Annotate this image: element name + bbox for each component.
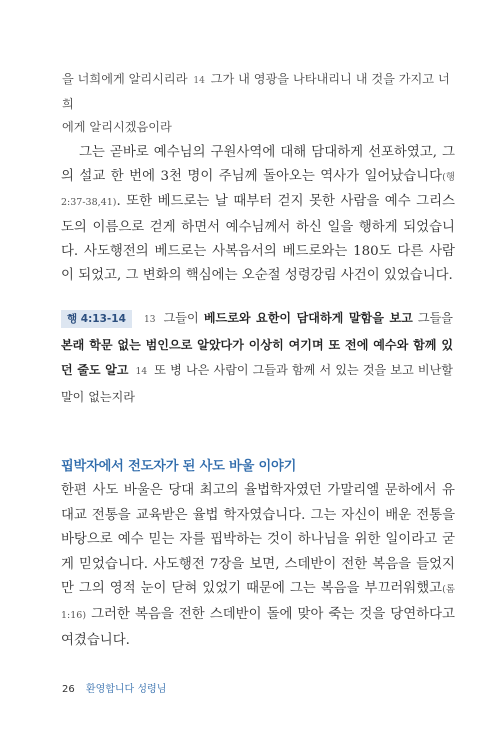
quote-text: 그들을 bbox=[417, 311, 453, 325]
section-heading: 핍박자에서 전도자가 된 사도 바울 이야기 bbox=[61, 459, 297, 474]
quote-emphasis: 본래 학문 없는 범인으로 알았다가 이상히 여기며 또 전에 예수와 함께 있던 줄도 알고 bbox=[61, 338, 453, 377]
page-number: 26 bbox=[62, 684, 75, 695]
paragraph bbox=[61, 479, 455, 653]
verse-number: 13 bbox=[144, 315, 156, 325]
verse-number: 14 bbox=[193, 76, 205, 86]
scripture-reference: (롬 1:16) bbox=[61, 584, 455, 621]
scripture-tag: 행 4:13-14 bbox=[61, 310, 132, 328]
page-footer bbox=[62, 680, 166, 695]
quote-text: 을 너희에게 알리시리라 bbox=[62, 72, 188, 86]
quote-emphasis: 베드로와 요한이 담대하게 말함을 보고 bbox=[203, 311, 413, 325]
quote-text: 그들이 bbox=[163, 311, 199, 325]
quote-text: 에게 알리시겠음이라 bbox=[62, 120, 172, 134]
paragraph-text: 그는 곧바로 예수님의 구원사역에 대해 담대하게 선포하였고, 그의 설교 한 번에 3천 명이 주님께 돌아오는 역사가 일어났습니다 bbox=[61, 145, 455, 185]
quote-text: 그가 내 영광을 나타내리니 내 것을 가지고 너희 bbox=[62, 72, 450, 111]
paragraph-text: 그러한 복음을 전한 스데반이 돌에 맞아 죽는 것을 당연하다고 여겼습니다. bbox=[61, 606, 455, 648]
scripture-reference: (행 2:37-38,41) bbox=[61, 172, 455, 209]
paragraph-text: . 또한 베드로는 날 때부터 걷지 못한 사람을 예수 그리스도의 이름으로 걷게 하면서 예수님께서 하신 일을 행하게 되었습니다. 사도행전의 베드로는 사복음서의 베드로와는 180도 다른 사람이 되었고, 그 변화의 핵심에는 오순절 성령강림 사건이 있었습니다. bbox=[61, 194, 455, 284]
paragraph bbox=[61, 141, 455, 288]
paragraph-text: 한편 사도 바울은 당대 최고의 율법학자였던 가말리엘 문하에서 유대교 전통을 교육받은 율법 학자였습니다. 그는 자신이 배운 전통을 바탕으로 예수 믿는 자를 핍박하는 것이 하나님을 위한 일이라고 굳게 믿었습니다. 사도행전 7장을 보면, 스데반이 전한 복음을 들었지만 그의 영적 눈이 닫혀 있었기 때문에 그는 복음을 부끄러워했고 bbox=[61, 483, 455, 597]
bible-quote-block bbox=[61, 306, 453, 410]
book-title: 환영합니다 성령님 bbox=[85, 684, 167, 695]
quote-text: 또 병 나은 사람이 그들과 함께 서 있는 것을 보고 비난할 말이 없는지라 bbox=[61, 363, 453, 404]
top-quote bbox=[62, 68, 452, 139]
verse-number: 14 bbox=[135, 367, 148, 377]
